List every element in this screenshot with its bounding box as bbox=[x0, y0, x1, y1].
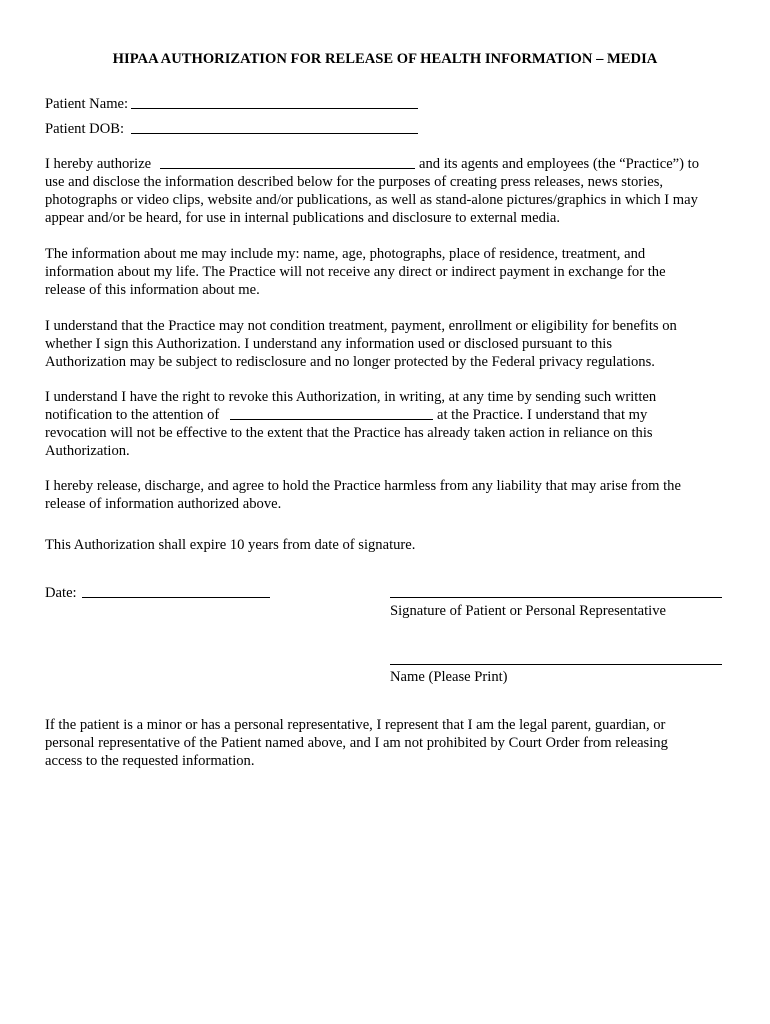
paragraph-line: I understand I have the right to revoke this Authorization, in writing, at any time by sending such written bbox=[45, 389, 657, 405]
revoke-notice-text-cont: at the Practice. I understand that my bbox=[437, 407, 648, 423]
paragraph-line: revocation will not be effective to the extent that the Practice has already taken action in reliance on this bbox=[45, 425, 653, 441]
print-name-field[interactable] bbox=[390, 664, 722, 665]
patient-name-field[interactable] bbox=[131, 108, 418, 109]
paragraph-line: access to the requested information. bbox=[45, 753, 255, 769]
signature-field[interactable] bbox=[390, 597, 722, 598]
paragraph-line: I hereby release, discharge, and agree to hold the Practice harmless from any liability that may arise from the bbox=[45, 478, 681, 494]
paragraph-line: Authorization may be subject to redisclosure and no longer protected by the Federal privacy regulations. bbox=[45, 354, 655, 370]
paragraph-line: release of information authorized above. bbox=[45, 496, 282, 512]
paragraph-line: personal representative of the Patient named above, and I am not prohibited by Court Order from releasing bbox=[45, 735, 668, 751]
date-field[interactable] bbox=[82, 597, 270, 598]
date-label: Date: bbox=[45, 585, 77, 601]
authorize-text: I hereby authorize bbox=[45, 156, 152, 172]
paragraph-line: release of this information about me. bbox=[45, 282, 260, 298]
revoke-notice-text: notification to the attention of bbox=[45, 407, 220, 423]
paragraph-line: use and disclose the information described below for the purposes of creating press releases, news stories, bbox=[45, 174, 664, 190]
paragraph-line: whether I sign this Authorization. I understand any information used or disclosed pursuant to this bbox=[45, 336, 613, 352]
paragraph-line: The information about me may include my: name, age, photographs, place of residence, treatment, and bbox=[45, 246, 646, 262]
signature-label: Signature of Patient or Personal Representative bbox=[390, 603, 666, 619]
patient-dob-label: Patient DOB: bbox=[45, 121, 125, 137]
patient-name-label: Patient Name: bbox=[45, 96, 129, 112]
authorized-practice-field[interactable] bbox=[160, 168, 415, 169]
paragraph-line: photographs or video clips, website and/or publications, as well as stand-alone pictures/graphics in which I may bbox=[45, 192, 698, 208]
paragraph-line: appear and/or be heard, for use in internal publications and disclosure to external media. bbox=[45, 210, 561, 226]
authorize-text-cont: and its agents and employees (the “Practice”) to bbox=[419, 156, 700, 172]
revocation-contact-field[interactable] bbox=[230, 419, 433, 420]
paragraph-line: I understand that the Practice may not condition treatment, payment, enrollment or eligibility for benefits on bbox=[45, 318, 677, 334]
expiration-text: This Authorization shall expire 10 years from date of signature. bbox=[45, 537, 416, 553]
paragraph-line: If the patient is a minor or has a personal representative, I represent that I am the legal parent, guardian, or bbox=[45, 717, 666, 733]
patient-dob-field[interactable] bbox=[131, 133, 418, 134]
paragraph-line: information about my life. The Practice will not receive any direct or indirect payment in exchange for the bbox=[45, 264, 666, 280]
document-title: HIPAA AUTHORIZATION FOR RELEASE OF HEALTH INFORMATION – MEDIA bbox=[112, 51, 658, 67]
paragraph-line: Authorization. bbox=[45, 443, 130, 459]
print-name-label: Name (Please Print) bbox=[390, 669, 508, 685]
